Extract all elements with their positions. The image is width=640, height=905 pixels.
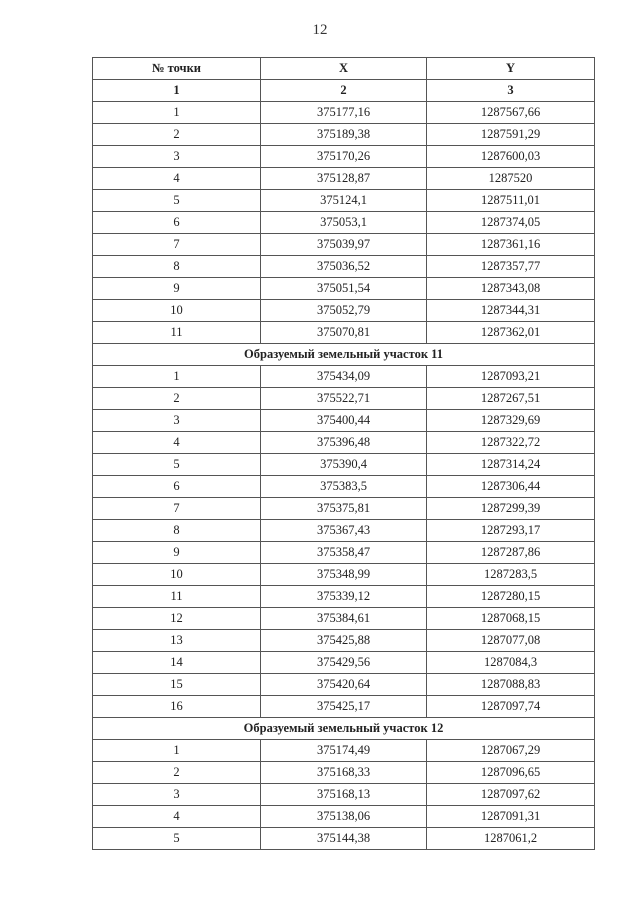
x-coordinate-cell: 375053,1 (261, 212, 427, 234)
y-coordinate-cell: 1287357,77 (427, 256, 595, 278)
point-number-cell: 7 (93, 498, 261, 520)
header-point-number: № точки (93, 58, 261, 80)
column-number-row (93, 80, 595, 102)
x-coordinate-cell: 375174,49 (261, 740, 427, 762)
x-coordinate-cell: 375177,16 (261, 102, 427, 124)
y-coordinate-cell: 1287088,83 (427, 674, 595, 696)
coordinates-table (92, 57, 595, 850)
point-number-cell: 9 (93, 542, 261, 564)
column-number-3: 3 (427, 80, 595, 102)
x-coordinate-cell: 375396,48 (261, 432, 427, 454)
x-coordinate-cell: 375425,17 (261, 696, 427, 718)
x-coordinate-cell: 375400,44 (261, 410, 427, 432)
point-number-cell: 7 (93, 234, 261, 256)
y-coordinate-cell: 1287362,01 (427, 322, 595, 344)
point-number-cell: 6 (93, 212, 261, 234)
point-number-cell: 14 (93, 652, 261, 674)
table-row (93, 388, 595, 410)
point-number-cell: 5 (93, 454, 261, 476)
y-coordinate-cell: 1287068,15 (427, 608, 595, 630)
table-row (93, 278, 595, 300)
column-number-1: 1 (93, 80, 261, 102)
table-row (93, 234, 595, 256)
point-number-cell: 13 (93, 630, 261, 652)
y-coordinate-cell: 1287520 (427, 168, 595, 190)
x-coordinate-cell: 375124,1 (261, 190, 427, 212)
y-coordinate-cell: 1287287,86 (427, 542, 595, 564)
section-title: Образуемый земельный участок 11 (93, 344, 595, 366)
x-coordinate-cell: 375384,61 (261, 608, 427, 630)
table-row (93, 300, 595, 322)
section-title-row (93, 344, 595, 366)
x-coordinate-cell: 375039,97 (261, 234, 427, 256)
point-number-cell: 2 (93, 762, 261, 784)
point-number-cell: 4 (93, 432, 261, 454)
point-number-cell: 12 (93, 608, 261, 630)
x-coordinate-cell: 375052,79 (261, 300, 427, 322)
y-coordinate-cell: 1287567,66 (427, 102, 595, 124)
y-coordinate-cell: 1287600,03 (427, 146, 595, 168)
table-row (93, 212, 595, 234)
table-row (93, 410, 595, 432)
table-row (93, 520, 595, 542)
x-coordinate-cell: 375051,54 (261, 278, 427, 300)
x-coordinate-cell: 375189,38 (261, 124, 427, 146)
point-number-cell: 1 (93, 740, 261, 762)
point-number-cell: 3 (93, 146, 261, 168)
table-row (93, 498, 595, 520)
page-number: 12 (312, 22, 328, 38)
header-x: X (261, 58, 427, 80)
table-row (93, 696, 595, 718)
y-coordinate-cell: 1287091,31 (427, 806, 595, 828)
table-row (93, 828, 595, 850)
header-y: Y (427, 58, 595, 80)
x-coordinate-cell: 375168,13 (261, 784, 427, 806)
x-coordinate-cell: 375339,12 (261, 586, 427, 608)
x-coordinate-cell: 375375,81 (261, 498, 427, 520)
y-coordinate-cell: 1287314,24 (427, 454, 595, 476)
table-row (93, 102, 595, 124)
point-number-cell: 4 (93, 806, 261, 828)
section-title-row (93, 718, 595, 740)
point-number-cell: 16 (93, 696, 261, 718)
table-row (93, 146, 595, 168)
x-coordinate-cell: 375522,71 (261, 388, 427, 410)
x-coordinate-cell: 375348,99 (261, 564, 427, 586)
table-row (93, 168, 595, 190)
table-row (93, 190, 595, 212)
section-title: Образуемый земельный участок 12 (93, 718, 595, 740)
y-coordinate-cell: 1287097,62 (427, 784, 595, 806)
y-coordinate-cell: 1287361,16 (427, 234, 595, 256)
point-number-cell: 2 (93, 388, 261, 410)
point-number-cell: 2 (93, 124, 261, 146)
y-coordinate-cell: 1287343,08 (427, 278, 595, 300)
x-coordinate-cell: 375390,4 (261, 454, 427, 476)
point-number-cell: 8 (93, 520, 261, 542)
table-row (93, 652, 595, 674)
x-coordinate-cell: 375070,81 (261, 322, 427, 344)
x-coordinate-cell: 375128,87 (261, 168, 427, 190)
table-row (93, 740, 595, 762)
table-row (93, 586, 595, 608)
x-coordinate-cell: 375425,88 (261, 630, 427, 652)
y-coordinate-cell: 1287093,21 (427, 366, 595, 388)
table-row (93, 454, 595, 476)
y-coordinate-cell: 1287329,69 (427, 410, 595, 432)
table-row (93, 124, 595, 146)
y-coordinate-cell: 1287267,51 (427, 388, 595, 410)
table-row (93, 476, 595, 498)
y-coordinate-cell: 1287061,2 (427, 828, 595, 850)
table-row (93, 806, 595, 828)
table-row (93, 608, 595, 630)
point-number-cell: 5 (93, 190, 261, 212)
y-coordinate-cell: 1287077,08 (427, 630, 595, 652)
y-coordinate-cell: 1287299,39 (427, 498, 595, 520)
x-coordinate-cell: 375420,64 (261, 674, 427, 696)
table-row (93, 762, 595, 784)
table-row (93, 542, 595, 564)
point-number-cell: 5 (93, 828, 261, 850)
point-number-cell: 10 (93, 564, 261, 586)
x-coordinate-cell: 375138,06 (261, 806, 427, 828)
point-number-cell: 15 (93, 674, 261, 696)
point-number-cell: 9 (93, 278, 261, 300)
x-coordinate-cell: 375383,5 (261, 476, 427, 498)
x-coordinate-cell: 375144,38 (261, 828, 427, 850)
y-coordinate-cell: 1287344,31 (427, 300, 595, 322)
point-number-cell: 11 (93, 586, 261, 608)
table-row (93, 432, 595, 454)
y-coordinate-cell: 1287084,3 (427, 652, 595, 674)
point-number-cell: 1 (93, 102, 261, 124)
table-row (93, 674, 595, 696)
x-coordinate-cell: 375429,56 (261, 652, 427, 674)
point-number-cell: 1 (93, 366, 261, 388)
y-coordinate-cell: 1287283,5 (427, 564, 595, 586)
x-coordinate-cell: 375434,09 (261, 366, 427, 388)
point-number-cell: 8 (93, 256, 261, 278)
point-number-cell: 11 (93, 322, 261, 344)
y-coordinate-cell: 1287067,29 (427, 740, 595, 762)
x-coordinate-cell: 375358,47 (261, 542, 427, 564)
y-coordinate-cell: 1287511,01 (427, 190, 595, 212)
y-coordinate-cell: 1287096,65 (427, 762, 595, 784)
y-coordinate-cell: 1287280,15 (427, 586, 595, 608)
table-row (93, 366, 595, 388)
point-number-cell: 4 (93, 168, 261, 190)
y-coordinate-cell: 1287097,74 (427, 696, 595, 718)
table-row (93, 784, 595, 806)
y-coordinate-cell: 1287306,44 (427, 476, 595, 498)
y-coordinate-cell: 1287322,72 (427, 432, 595, 454)
column-number-2: 2 (261, 80, 427, 102)
table-row (93, 322, 595, 344)
header-row (93, 58, 595, 80)
y-coordinate-cell: 1287293,17 (427, 520, 595, 542)
point-number-cell: 6 (93, 476, 261, 498)
point-number-cell: 10 (93, 300, 261, 322)
coordinates-body (93, 102, 595, 850)
x-coordinate-cell: 375168,33 (261, 762, 427, 784)
table-row (93, 256, 595, 278)
table-row (93, 564, 595, 586)
table-row (93, 630, 595, 652)
x-coordinate-cell: 375367,43 (261, 520, 427, 542)
x-coordinate-cell: 375036,52 (261, 256, 427, 278)
point-number-cell: 3 (93, 410, 261, 432)
y-coordinate-cell: 1287374,05 (427, 212, 595, 234)
y-coordinate-cell: 1287591,29 (427, 124, 595, 146)
x-coordinate-cell: 375170,26 (261, 146, 427, 168)
point-number-cell: 3 (93, 784, 261, 806)
